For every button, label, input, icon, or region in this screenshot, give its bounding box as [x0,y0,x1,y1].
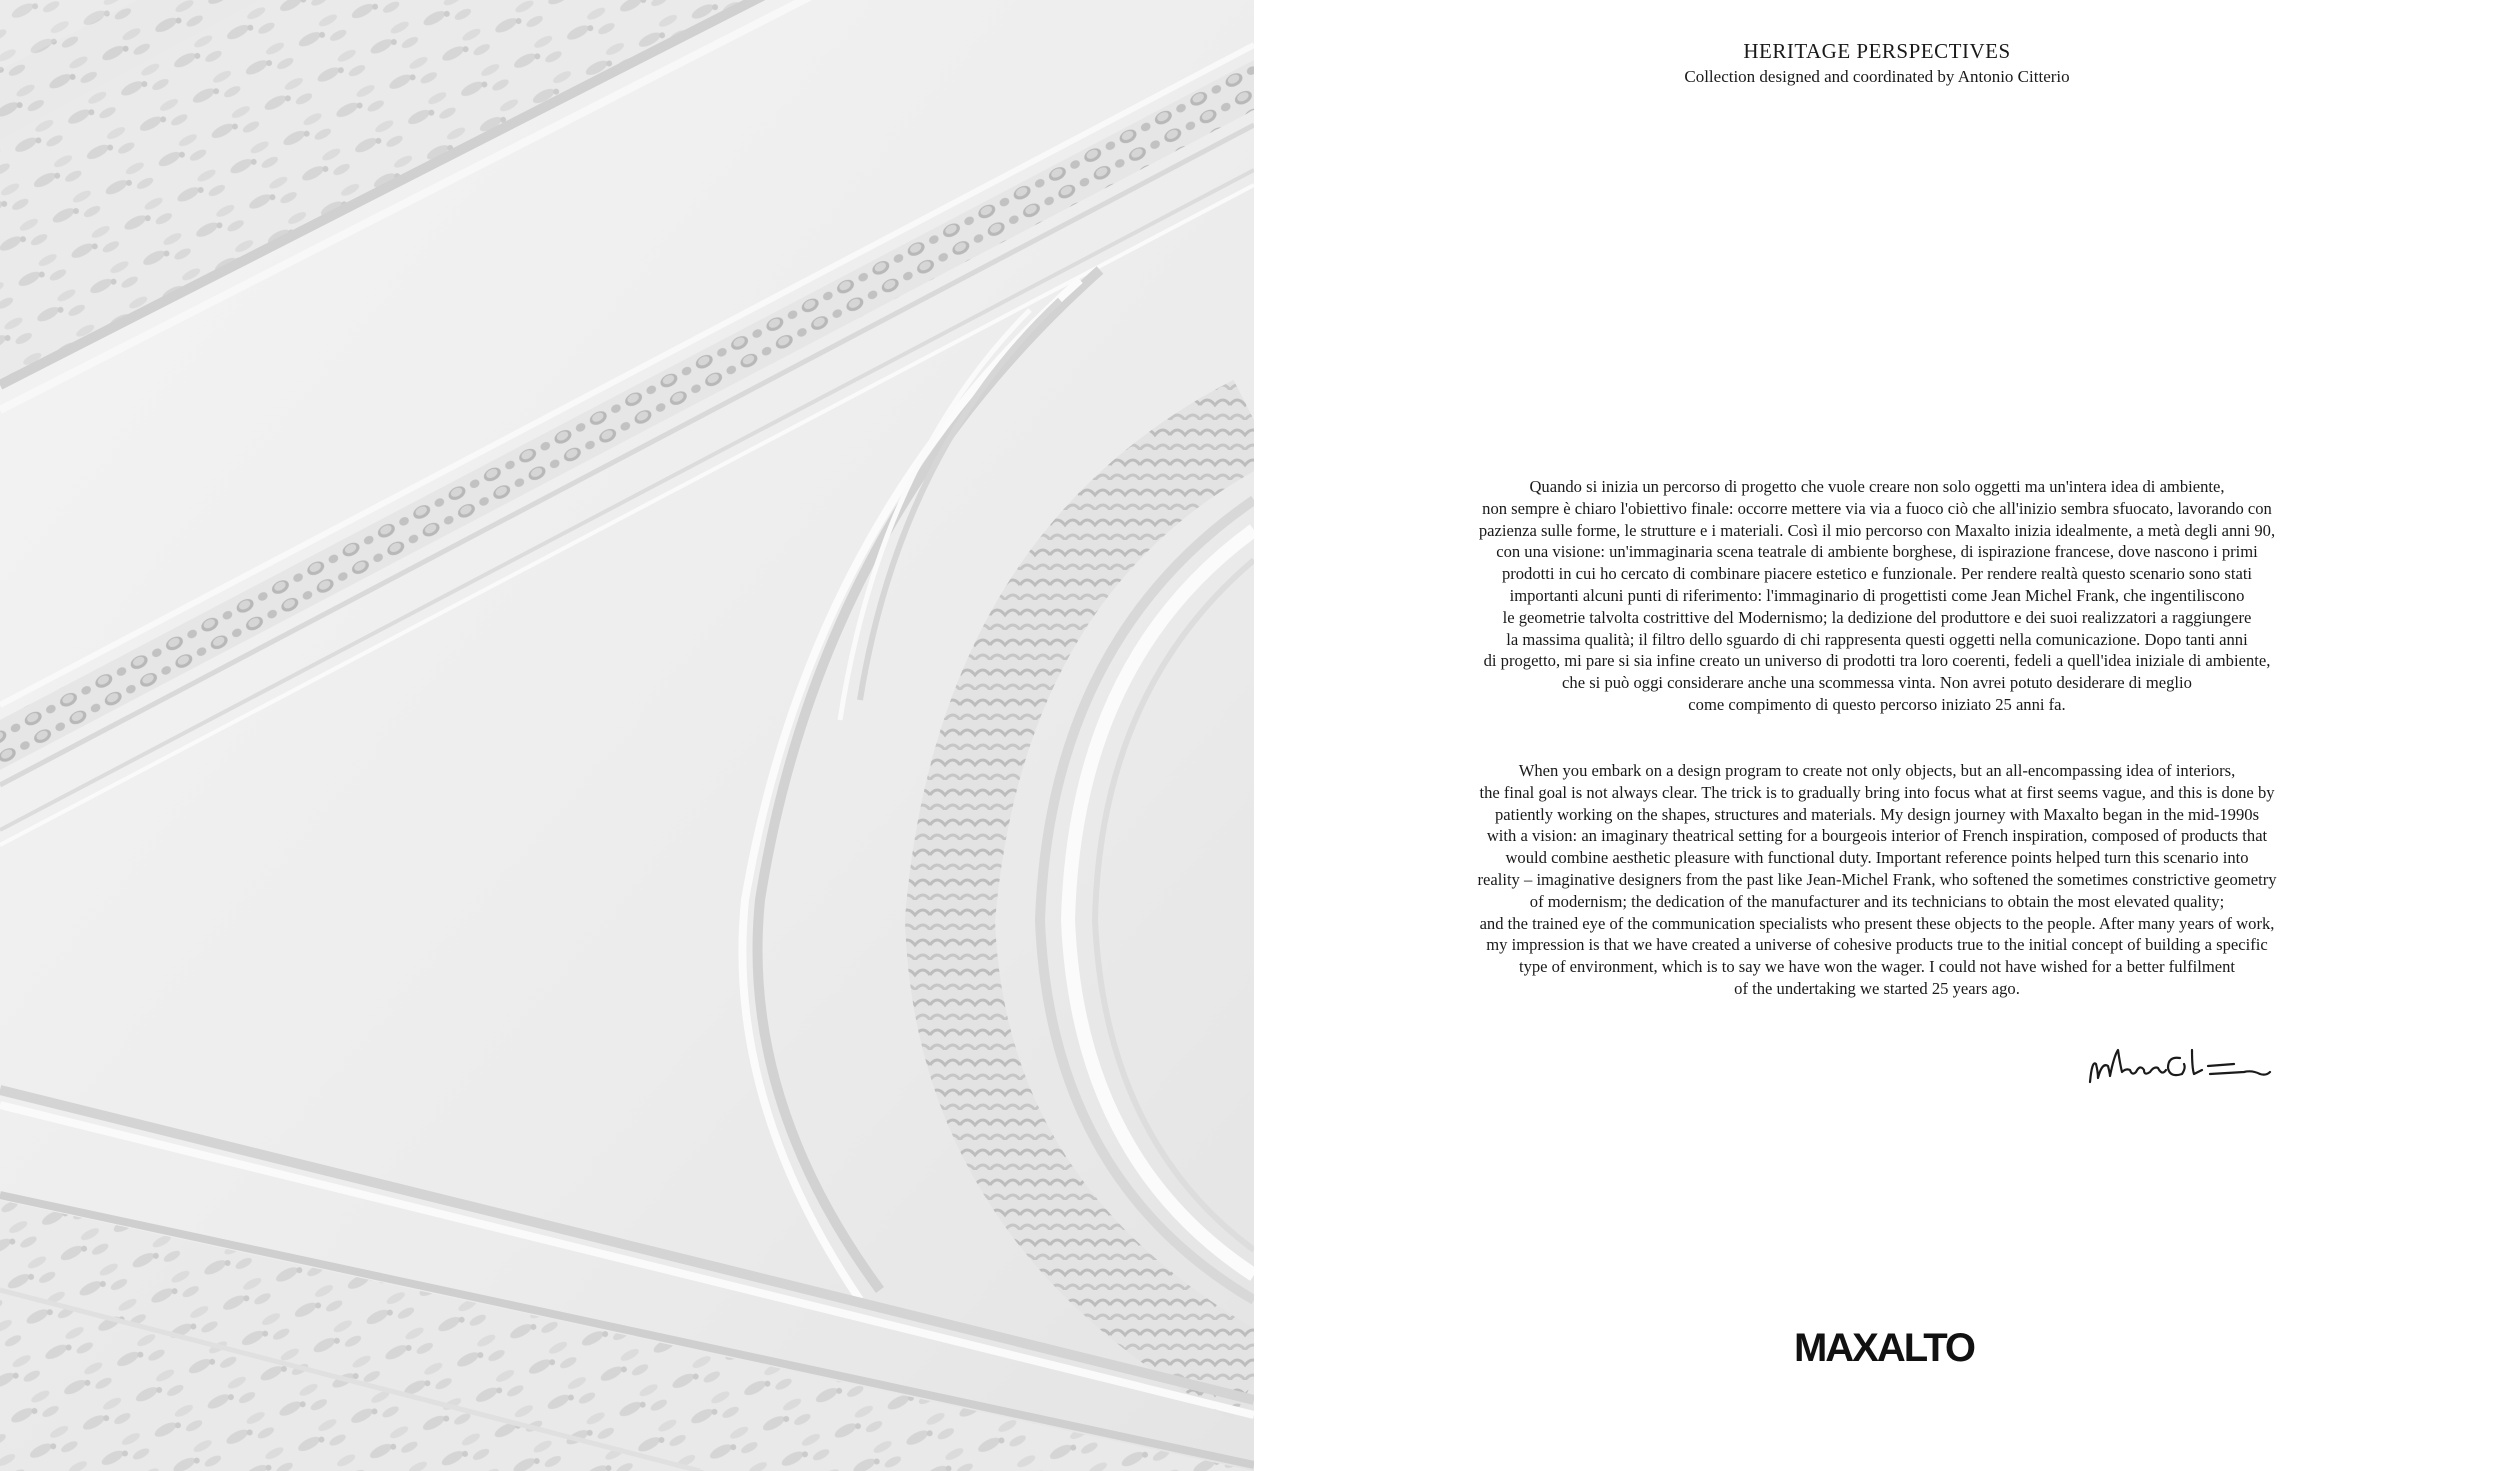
text-line: the final goal is not always clear. The trick is to gradually bring into focus what at first seems vague, and this is done by [1479,782,2275,802]
text-line: reality – imaginative designers from the past like Jean-Michel Frank, who softened the sometimes constrictive geometry [1477,869,2277,889]
text-line: come compimento di questo percorso iniziato 25 anni fa. [1688,694,2066,714]
text-line: prodotti in cui ho cercato di combinare piacere estetico e funzionale. Per rendere realtà questo scenario sono stati [1501,564,2253,584]
maxalto-logo: MAXALTO [1793,1325,1975,1370]
text-line: di progetto, mi pare si sia infine creato un universo di prodotti tra loro coerenti, fedeli a quell'idea iniziale di ambiente, [1483,651,2271,671]
text-line: non sempre è chiaro l'obiettivo finale: occorre mettere via via a fuoco ciò che all'inizio sembra sfuocato, lavorando con [1482,498,2272,518]
header [1254,38,2500,88]
text-line: le geometrie talvolta costrittive del Modernismo; la dedizione del produttore e dei suoi realizzatori a raggiungere [1502,607,2252,627]
text-page [1254,0,2500,1471]
text-line: con una visione: un'immaginaria scena teatrale di ambiente borghese, di ispirazione francese, dove nascono i primi [1496,542,2258,562]
italian-paragraph [1254,476,2500,716]
text-line: type of environment, which is to say we have won the wager. I could not have wished for a better fulfilment [1518,957,2236,977]
page-subtitle: Collection designed and coordinated by Antonio Citterio [1684,67,2070,86]
text-line: When you embark on a design program to create not only objects, but an all-encompassing idea of interiors, [1518,761,2236,780]
text-line: importanti alcuni punti di riferimento: l'immaginario di progettisti come Jean Michel Frank, che ingentiliscono [1509,585,2245,605]
text-line: my impression is that we have created a universe of cohesive products true to the initial concept of building a specific [1486,935,2268,955]
text-line: la massima qualità; il filtro dello sguardo di chi rappresenta questi oggetti nella comunicazione. Dopo tanti anni [1506,629,2248,649]
english-paragraph [1254,760,2500,1000]
text-line: would combine aesthetic pleasure with functional duty. Important reference points helped turn this scenario into [1505,848,2249,868]
text-line: che si può oggi considerare anche una scommessa vinta. Non avrei potuto desiderare di meglio [1562,673,2192,693]
text-line: of the undertaking we started 25 years ago. [1734,978,2020,998]
text-line: of modernism; the dedication of the manufacturer and its technicians to obtain the most elevated quality; [1529,891,2225,911]
handwritten-signature [2084,1042,2274,1092]
text-line: with a vision: an imaginary theatrical setting for a bourgeois interior of French inspiration, composed of products that [1486,826,2268,846]
text-line: Quando si inizia un percorso di progetto che vuole creare non solo oggetti ma un'intera idea di ambiente, [1529,477,2225,496]
page-title: HERITAGE PERSPECTIVES [1743,39,2011,63]
text-line: pazienza sulle forme, le strutture e i materiali. Così il mio percorso con Maxalto inizia idealmente, a metà degli anni 90, [1478,520,2276,540]
text-line: patiently working on the shapes, structures and materials. My design journey with Maxalto began in the mid-1990s [1494,804,2260,824]
text-line: and the trained eye of the communication specialists who present these objects to the people. After many years of work, [1479,913,2275,933]
